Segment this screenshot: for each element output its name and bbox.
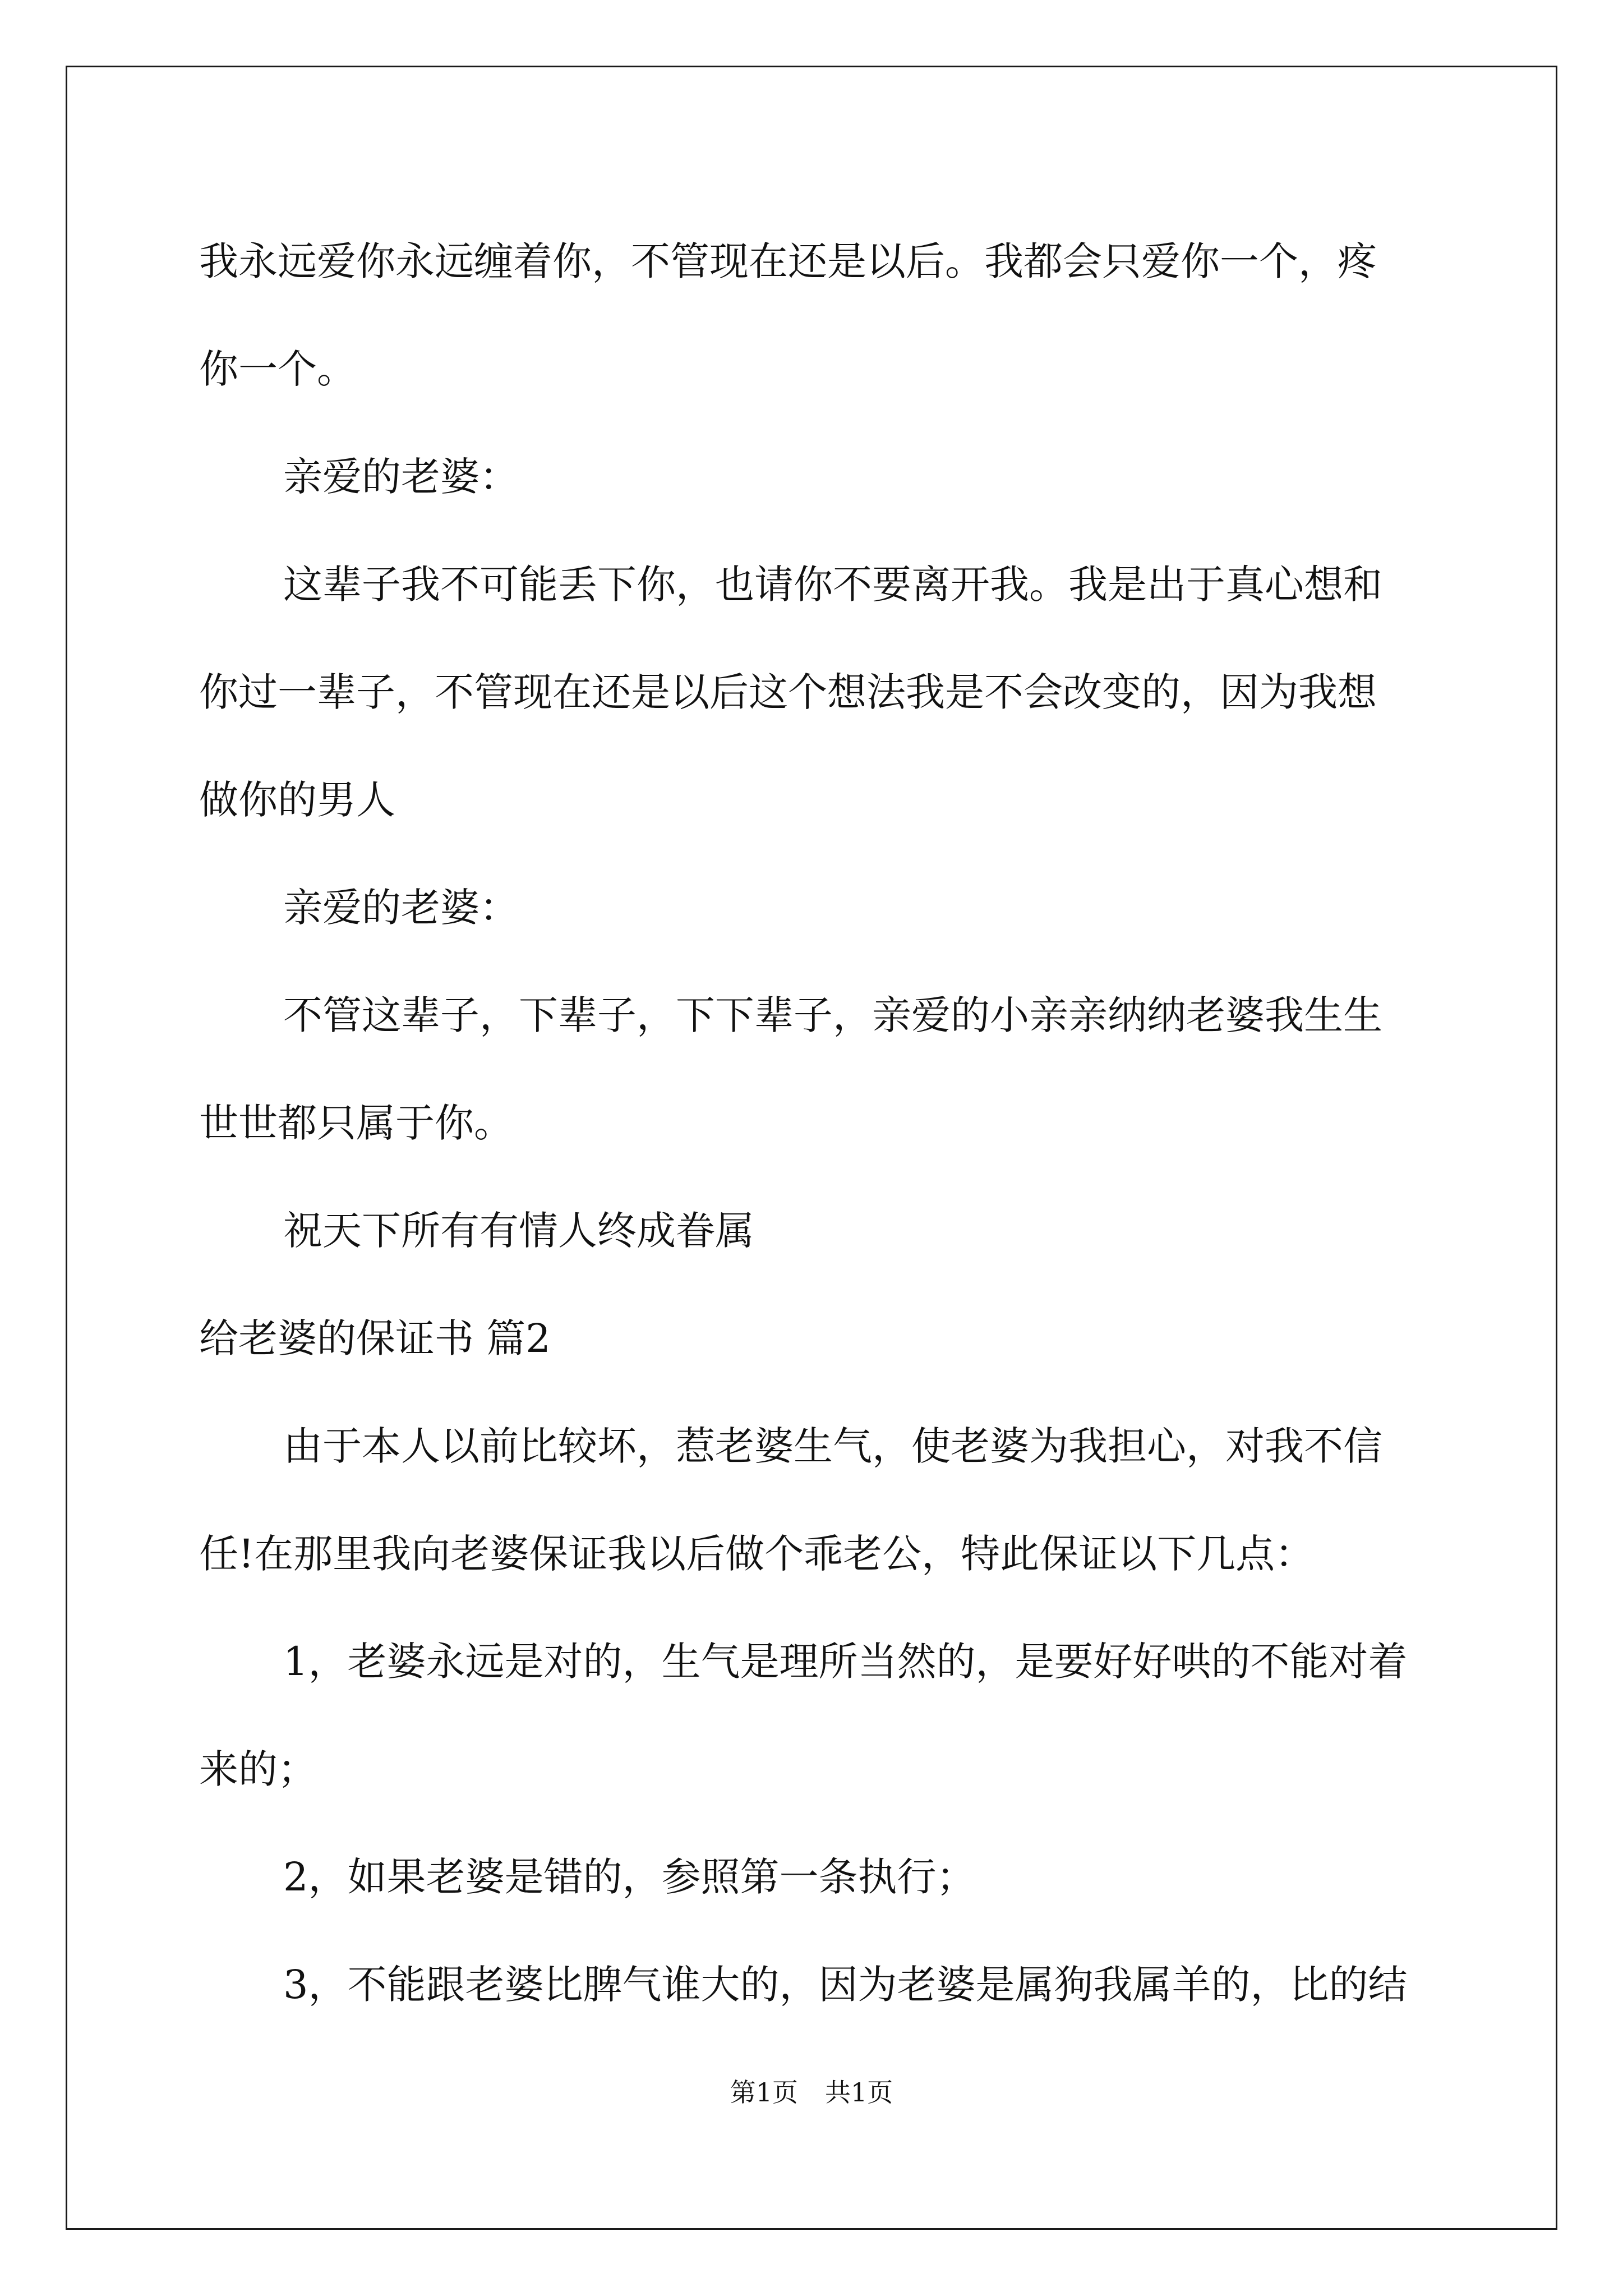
text-line: 来的； [199,1746,317,1792]
page-footer [0,2076,1623,2109]
text-line: 你一个。 [199,346,356,392]
text-line: 祝天下所有有情人终成眷属 [283,1208,754,1254]
text-line: 亲爱的老婆： [283,454,519,500]
text-line: 做你的男人 [199,777,395,823]
text-line: 3，不能跟老婆比脾气谁大的，因为老婆是属狗我属羊的，比的结 [283,1962,1408,2008]
section-heading: 给老婆的保证书 篇2 [199,1315,551,1361]
text-line: 1，老婆永远是对的，生气是理所当然的，是要好好哄的不能对着 [283,1639,1408,1685]
page-number-current: 第1页 [730,2077,798,2108]
document-body [199,208,1433,2039]
text-line: 2，如果老婆是错的，参照第一条执行； [283,1854,976,1900]
text-line: 由于本人以前比较坏，惹老婆生气，使老婆为我担心，对我不信 [283,1423,1382,1469]
text-line: 我永远爱你永远缠着你，不管现在还是以后。我都会只爱你一个，疼 [199,238,1377,284]
text-line: 亲爱的老婆： [283,885,519,931]
text-line: 你过一辈子，不管现在还是以后这个想法我是不会改变的，因为我想 [199,669,1377,715]
text-line: 任!在那里我向老婆保证我以后做个乖老公，特此保证以下几点： [199,1531,1315,1577]
text-line: 不管这辈子，下辈子，下下辈子，亲爱的小亲亲纳纳老婆我生生 [283,992,1382,1038]
page-number-total: 共1页 [825,2077,893,2108]
text-line: 这辈子我不可能丢下你，也请你不要离开我。我是出于真心想和 [283,562,1382,608]
text-line: 世世都只属于你。 [199,1100,513,1146]
